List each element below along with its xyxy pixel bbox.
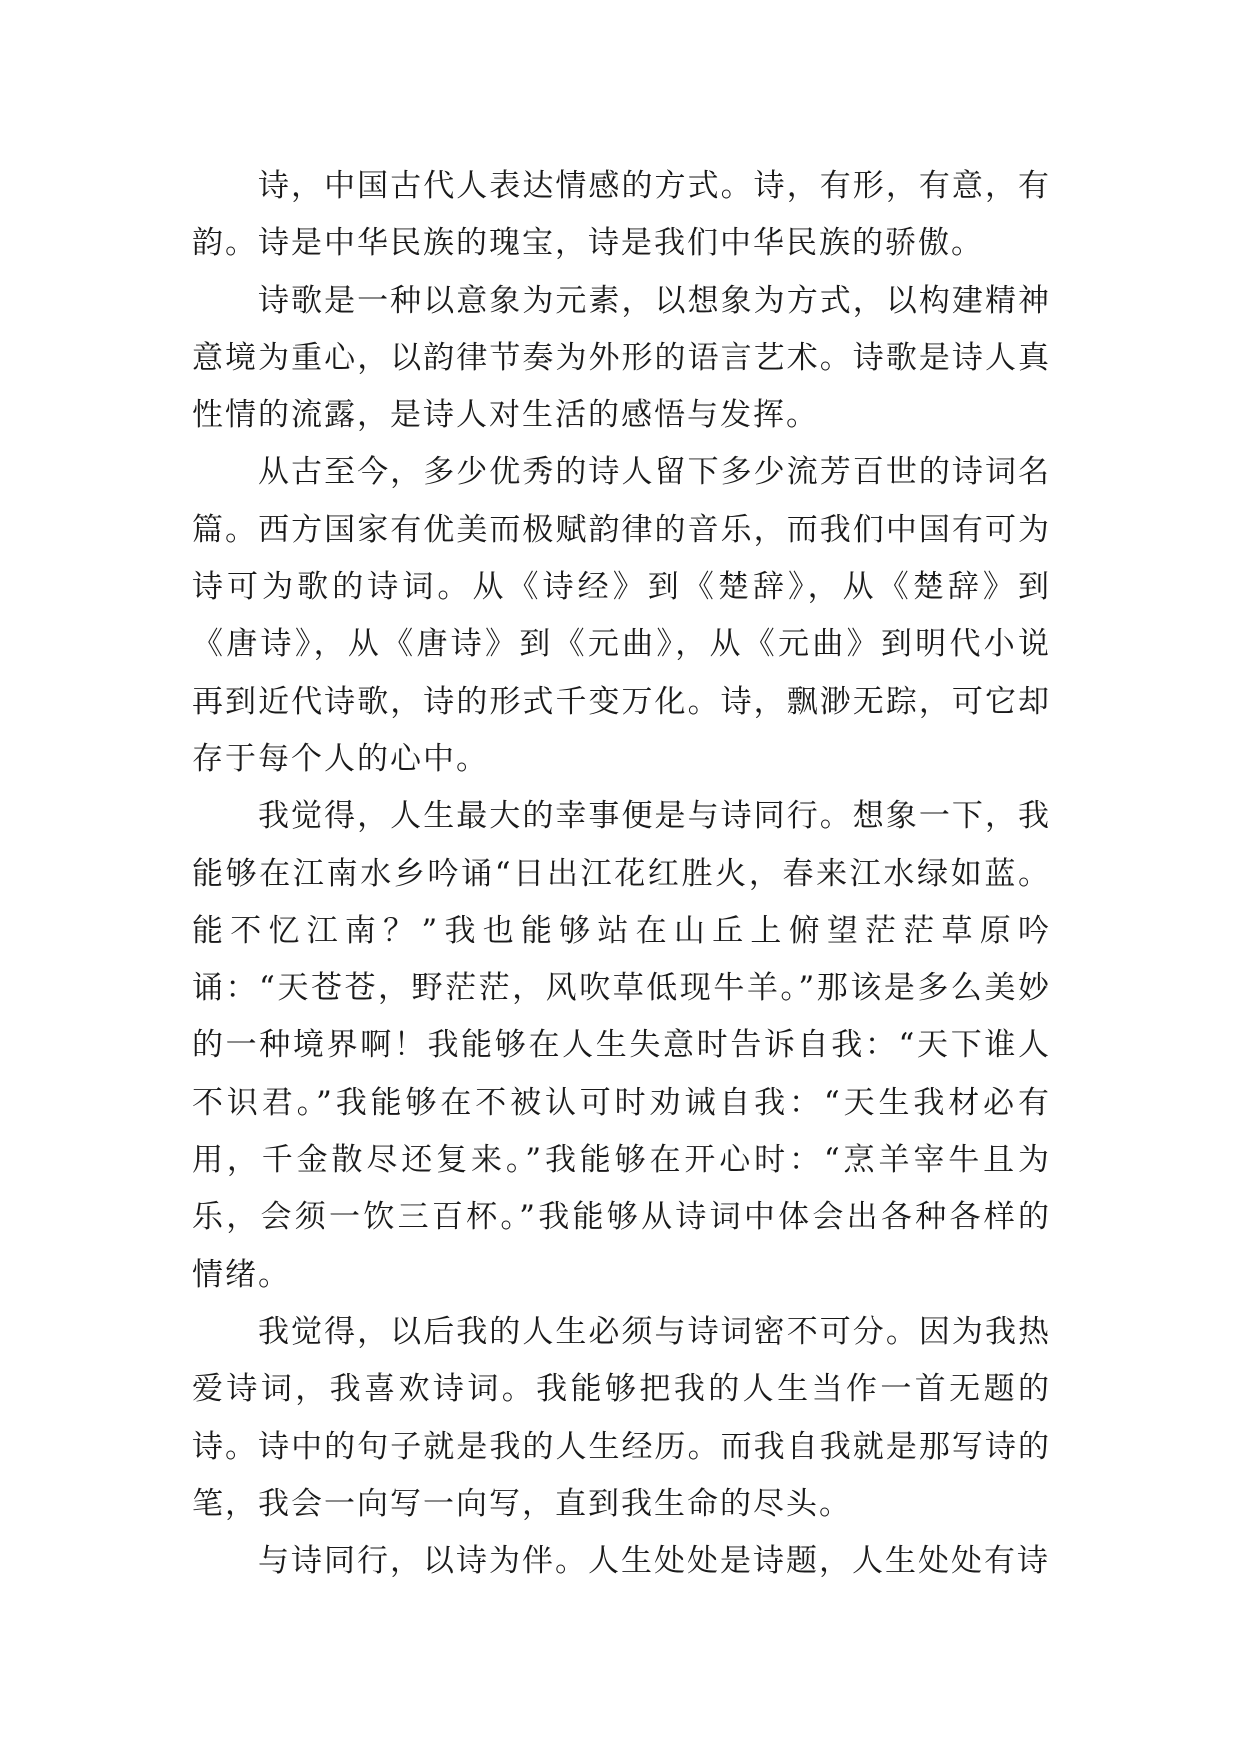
- document-body: [192, 158, 1051, 1590]
- paragraph-4: 我觉得，人生最大的幸事便是与诗同行。想象一下，我能够在江南水乡吟诵“日出江花红胜火，春来江水绿如蓝。能不忆江南？”我也能够站在山丘上俯望茫茫草原吟诵：“天苍苍，野茫茫，风吹草低现牛羊。”那该是多么美妙的一种境界啊！我能够在人生失意时告诉自我：“天下谁人不识君。”我能够在不被认可时劝诫自我：“天生我材必有用，千金散尽还复来。”我能够在开心时：“烹羊宰牛且为乐，会须一饮三百杯。”我能够从诗词中体会出各种各样的情绪。: [192, 798, 1051, 1293]
- paragraph-6: 与诗同行，以诗为伴。人生处处是诗题，人生处处有诗: [258, 1543, 1050, 1580]
- paragraph-5: 我觉得，以后我的人生必须与诗词密不可分。因为我热爱诗词，我喜欢诗词。我能够把我的人生当作一首无题的诗。诗中的句子就是我的人生经历。而我自我就是那写诗的笔，我会一向写一向写，直到我生命的尽头。: [192, 1313, 1051, 1522]
- paragraph-1: 诗，中国古代人表达情感的方式。诗，有形，有意，有韵。诗是中华民族的瑰宝，诗是我们中华民族的骄傲。: [192, 168, 1051, 262]
- paragraph-2: 诗歌是一种以意象为元素，以想象为方式，以构建精神意境为重心，以韵律节奏为外形的语言艺术。诗歌是诗人真性情的流露，是诗人对生活的感悟与发挥。: [192, 282, 1051, 434]
- paragraph-3: 从古至今，多少优秀的诗人留下多少流芳百世的诗词名篇。西方国家有优美而极赋韵律的音乐，而我们中国有可为诗可为歌的诗词。从《诗经》到《楚辞》，从《楚辞》到《唐诗》，从《唐诗》到《元曲》，从《元曲》到明代小说再到近代诗歌，诗的形式千变万化。诗，飘渺无踪，可它却存于每个人的心中。: [192, 454, 1051, 777]
